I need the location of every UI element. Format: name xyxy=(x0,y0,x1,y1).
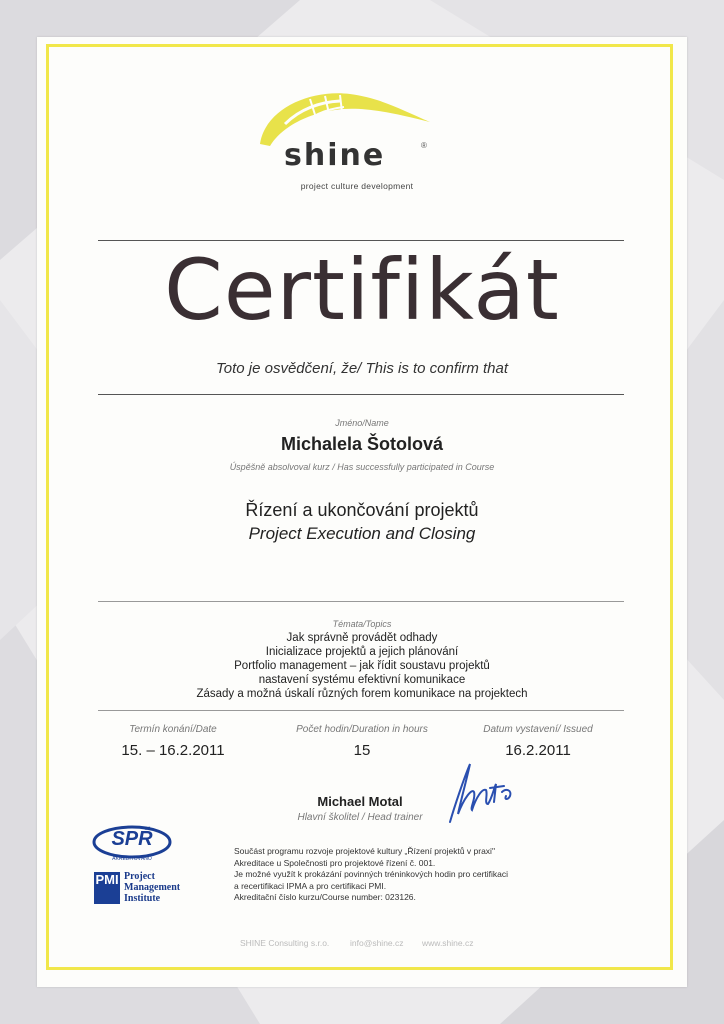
certificate-title: Certifikát xyxy=(164,241,560,339)
details-rule xyxy=(98,710,624,711)
spr-logo xyxy=(90,824,174,864)
topic-item: Jak správně provádět odhady xyxy=(286,632,438,644)
footer-company: SHINE Consulting s.r.o. xyxy=(240,938,330,948)
issued-value: 16.2.2011 xyxy=(505,742,571,759)
note-line: Součást programu rozvoje projektové kultury „Řízení projektů v praxi" xyxy=(234,846,495,856)
topic-item: Inicializace projektů a jejich plánování xyxy=(265,646,459,658)
spr-subtext: AKREDITOVÁNO xyxy=(112,856,152,862)
topic-item: Portfolio management – jak řídit soustavu projektů xyxy=(234,660,490,672)
footer-web: www.shine.cz xyxy=(422,938,474,948)
recipient-name: Michalela Šotolová xyxy=(280,434,444,454)
logo-tagline: project culture development xyxy=(300,181,414,191)
name-label: Jméno/Name xyxy=(335,418,389,428)
note-line: Akreditace u Společnosti pro projektové řízení č. 001. xyxy=(234,857,436,868)
pmi-line-2: Management xyxy=(124,882,181,893)
note-line: a recertifikaci IPMA a pro certifikaci PMI. xyxy=(234,880,387,891)
date-value: 15. – 16.2.2011 xyxy=(121,742,225,759)
topic-item: nastavení systému efektivní komunikace xyxy=(258,674,466,686)
topic-item: Zásady a možná úskalí různých forem komunikace na projektech xyxy=(196,688,528,700)
certificate-subtitle: Toto je osvědčení, že/ This is to confirm that xyxy=(215,360,509,377)
pmi-logo xyxy=(94,870,194,908)
course-title-en: Project Execution and Closing xyxy=(248,524,476,543)
footer-email: info@shine.cz xyxy=(350,938,404,948)
participation-label: Úspěšně absolvoval kurz / Has successfully participated in Course xyxy=(229,462,495,472)
note-line: Je možné využít k prokázání povinných tréninkových hodin pro certifikaci xyxy=(234,869,509,879)
topics-label: Témata/Topics xyxy=(332,619,392,629)
note-line: Akreditační číslo kurzu/Course number: 023126. xyxy=(234,892,416,902)
course-title-cz: Řízení a ukončování projektů xyxy=(245,500,479,520)
shine-wordmark: shine xyxy=(284,138,386,173)
issued-label: Datum vystavení/ Issued xyxy=(483,724,593,735)
accreditation-notes xyxy=(234,846,534,904)
hours-value: 15 xyxy=(353,742,371,759)
pmi-line-3: Institute xyxy=(124,893,161,904)
pmi-line-1: Project xyxy=(124,871,155,882)
date-label: Termín konání/Date xyxy=(129,724,217,735)
trainer-name: Michael Motal xyxy=(317,794,403,809)
registered-mark: ® xyxy=(421,141,427,150)
spr-text: SPŘ xyxy=(111,828,153,850)
hours-label: Počet hodin/Duration in hours xyxy=(296,724,428,735)
trainer-role: Hlavní školitel / Head trainer xyxy=(297,812,423,823)
topics-rule xyxy=(98,601,624,602)
title-bottom-rule xyxy=(98,394,624,395)
topics-list xyxy=(80,631,644,701)
pmi-badge-icon: PMI xyxy=(94,872,120,904)
